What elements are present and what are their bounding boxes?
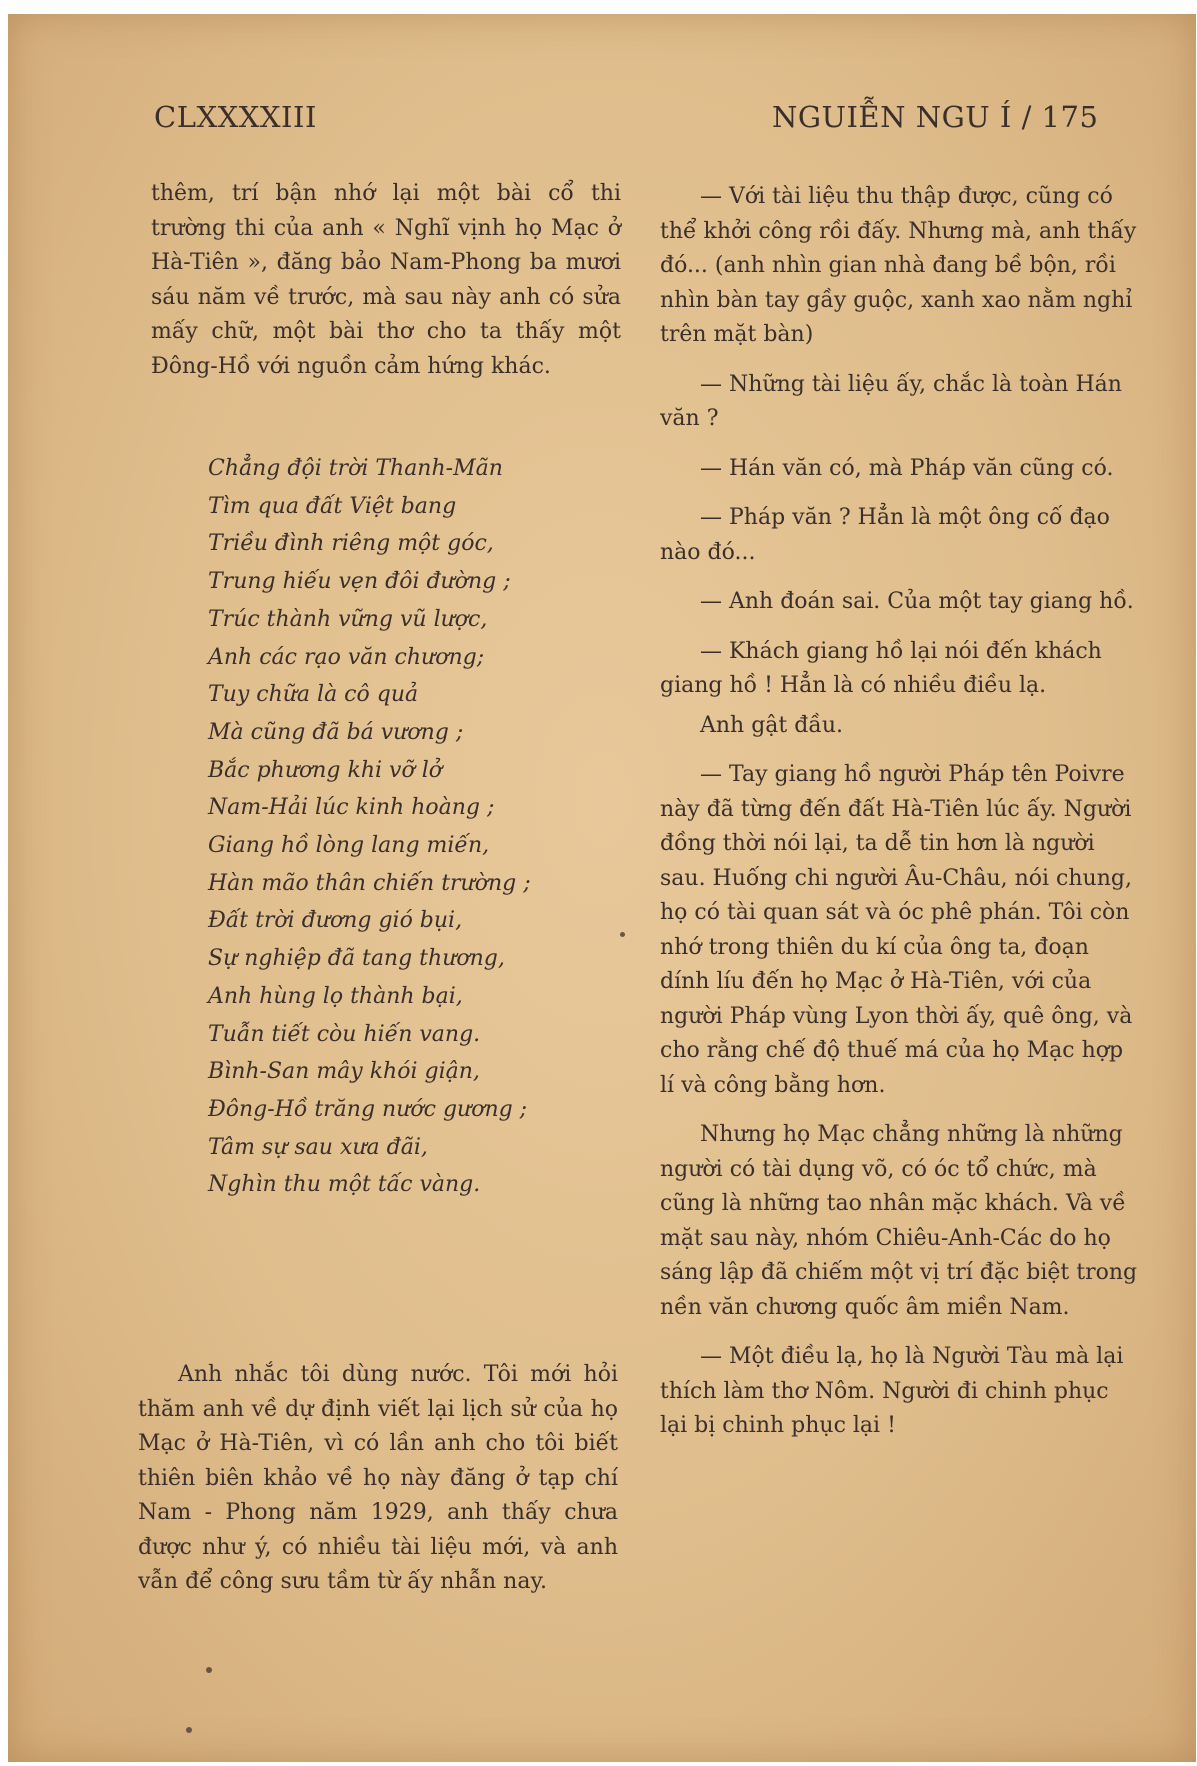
poem-line: Trúc thành vững vũ lược, xyxy=(208,606,488,632)
left-column-intro xyxy=(151,177,621,384)
dialogue-paragraph: — Những tài liệu ấy, chắc là toàn Hán văn ? xyxy=(660,371,1122,431)
poem-line: Anh hùng lọ thành bại, xyxy=(208,983,463,1009)
dialogue-paragraph: — Khách giang hồ lại nói đến khách giang hồ ! Hẳn là có nhiều điều lạ. xyxy=(660,638,1102,698)
dialogue-paragraph: — Hán văn có, mà Pháp văn cũng có. xyxy=(700,455,1114,481)
poem-line: Tuẫn tiết còu hiến vang. xyxy=(208,1021,481,1047)
intro-paragraph: thêm, trí bận nhớ lại một bài cổ thi trường thi của anh « Nghĩ vịnh họ Mạc ở Hà-Tiên », đăng bảo Nam-Phong ba mươi sáu năm về trước, mà sau này anh có sửa mấy chữ, một bài thơ cho ta thấy một Đông-Hồ với nguồn cảm hứng khác. xyxy=(151,181,621,379)
poem-line: Hàn mão thân chiến trường ; xyxy=(208,870,531,896)
ink-speck xyxy=(186,1727,192,1733)
closing-paragraph: Anh nhắc tôi dùng nước. Tôi mới hỏi thăm anh về dự định viết lại lịch sử của họ Mạc ở Hà-Tiên, vì có lần anh cho tôi biết thiên biên khảo về họ này đăng ở tạp chí Nam - Phong năm 1929, anh thấy chưa được như ý, có nhiều tài liệu mới, và anh vẫn để công sưu tầm từ ấy nhẫn nay. xyxy=(138,1362,618,1594)
running-header: NGUIỄN NGU Í / 175 xyxy=(772,100,1099,134)
dialogue-paragraph: — Một điều lạ, họ là Người Tàu mà lại thích làm thơ Nôm. Người đi chinh phục lại bị chinh phục lại ! xyxy=(660,1344,1124,1438)
chapter-number: CLXXXXIII xyxy=(154,100,317,134)
poem-line: Bình-San mây khói giận, xyxy=(208,1059,480,1085)
poem-line: Sự nghiệp đã tang thương, xyxy=(208,946,505,972)
dialogue-paragraph: — Anh đoán sai. Của một tay giang hồ. xyxy=(700,589,1134,614)
poem-line: Mà cũng đã bá vương ; xyxy=(208,719,464,745)
dialogue-paragraph: — Pháp văn ? Hẳn là một ông cố đạo nào đó... xyxy=(660,505,1110,565)
left-column-bottom xyxy=(138,1358,618,1600)
dialogue-paragraph: — Tay giang hồ người Pháp tên Poivre này đã từng đến đất Hà-Tiên lúc ấy. Người đồng thời nói lại, ta dễ tin hơn là người sau. Huống chi người Âu-Châu, nói chung, họ có tài quan sát và óc phê phán. Tôi còn nhớ trong thiên du kí của ông ta, đoạn dính líu đến họ Mạc ở Hà-Tiên, với của người Pháp vùng Lyon thời ấy, quê ông, và cho rằng chế độ thuế má của họ Mạc hợp lí và công bằng hơn. xyxy=(660,762,1133,1098)
poem-line: Nghìn thu một tấc vàng. xyxy=(208,1172,481,1198)
ink-speck xyxy=(206,1667,212,1673)
dialogue-paragraph: Anh gật đầu. xyxy=(700,712,843,738)
poem-line: Chẳng đội trời Thanh-Mãn xyxy=(208,456,503,481)
ink-speck xyxy=(620,932,625,937)
poem-line: Bắc phương khi vỡ lở xyxy=(208,757,442,783)
poem-line: Tìm qua đất Việt bang xyxy=(208,493,457,519)
poem-line: Trung hiếu vẹn đôi đường ; xyxy=(208,569,511,595)
right-column xyxy=(660,180,1140,1459)
poem-line: Giang hồ lòng lang miến, xyxy=(208,833,490,859)
book-page xyxy=(8,14,1196,1762)
poem-line: Tâm sự sau xưa đãi, xyxy=(208,1134,428,1160)
dialogue-paragraph: — Với tài liệu thu thập được, cũng có thể khởi công rồi đấy. Nhưng mà, anh thấy đó... (anh nhìn gian nhà đang bề bộn, rồi nhìn bàn tay gầy guộc, xanh xao nằm nghỉ trên mặt bàn) xyxy=(660,184,1137,347)
poem-line: Đông-Hồ trăng nước gương ; xyxy=(208,1096,528,1122)
poem-line: Anh các rạo văn chương; xyxy=(208,644,485,670)
poem-line: Đất trời đương gió bụi, xyxy=(208,908,463,934)
dialogue-paragraph: Nhưng họ Mạc chẳng những là những người có tài dụng võ, có óc tổ chức, mà cũng là những tao nhân mặc khách. Và về mặt sau này, nhóm Chiêu-Anh-Các do họ sáng lập đã chiếm một vị trí đặc biệt trong nền văn chương quốc âm miền Nam. xyxy=(660,1122,1138,1320)
poem-line: Triều đình riêng một góc, xyxy=(208,531,494,557)
poem-line: Tuy chữa là cô quả xyxy=(208,682,419,708)
poem xyxy=(208,450,588,1204)
poem-line: Nam-Hải lúc kinh hoàng ; xyxy=(208,795,495,821)
